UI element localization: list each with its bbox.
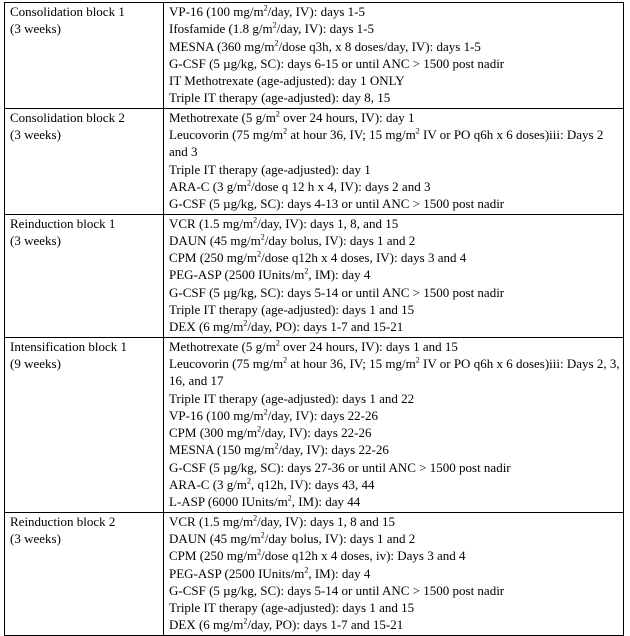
drug-line: G-CSF (5 µg/kg, SC): days 5-14 or until ANC > 1500 post nadir bbox=[169, 284, 505, 300]
block-name: Consolidation block 2 bbox=[10, 109, 125, 125]
drug-line: Triple IT therapy (age-adjusted): day 1 bbox=[169, 161, 371, 177]
drug-list-cell bbox=[164, 3, 624, 109]
block-name: Consolidation block 1 bbox=[10, 4, 125, 19]
drug-line: Triple IT therapy (age-adjusted): days 1 and 15 bbox=[169, 302, 415, 318]
block-row bbox=[5, 337, 624, 512]
drug-list-cell bbox=[164, 512, 624, 635]
regimen-table bbox=[4, 2, 624, 636]
block-duration: (9 weeks) bbox=[10, 355, 61, 371]
drug-line: Ifosfamide (1.8 $g/m^2$/day, IV): days 1-5 bbox=[169, 20, 374, 37]
drug-line: DAUN (45 $mg/m^2$/day bolus, IV): days 1 and 2 bbox=[169, 530, 416, 546]
regimen-table-body bbox=[5, 3, 624, 636]
drug-line: IT Methotrexate (age-adjusted): day 1 ONLY bbox=[169, 73, 405, 89]
drug-line: DAUN (45 $mg/m^2$/day bolus, IV): days 1 and 2 bbox=[169, 232, 416, 248]
block-name-cell bbox=[5, 3, 164, 109]
drug-line: VCR (1.5 $mg/m^2$/day, IV): days 1, 8, and 15 bbox=[169, 215, 399, 231]
drug-line: Leucovorin (75 $mg/m^2$ at hour 36, IV; 15 $mg/m^2$ IV or PO q6h x 6 doses)iii: Days 2, 3, 16, and 17 bbox=[169, 355, 620, 389]
drug-line: CPM (250 $mg/m^2$/dose q12h x 4 doses, IV): days 3 and 4 bbox=[169, 249, 467, 266]
drug-list-cell bbox=[164, 214, 624, 337]
drug-line: MESNA (360 $mg/m^2$/dose q3h, x 8 doses/day, IV): days 1-5 bbox=[169, 38, 481, 54]
block-duration: (3 weeks) bbox=[10, 530, 61, 546]
block-row bbox=[5, 512, 624, 635]
drug-line: G-CSF (5 µg/kg, SC): days 6-15 or until ANC > 1500 post nadir bbox=[169, 55, 505, 71]
drug-line: VP-16 (100 $mg/m^2$/day, IV): days 1-5 bbox=[169, 3, 365, 19]
drug-line: CPM (300 $mg/m^2$/day, IV): days 22-26 bbox=[169, 424, 372, 441]
block-duration: (3 weeks) bbox=[10, 127, 61, 143]
block-row bbox=[5, 3, 624, 109]
drug-line: ARA-C (3 $g/m^2$/dose q 12 h x 4, IV): days 2 and 3 bbox=[169, 178, 431, 194]
drug-line: Leucovorin (75 $mg/m^2$ at hour 36, IV; 15 $mg/m^2$ IV or PO q6h x 6 doses)iii: Days 2 and 3 bbox=[169, 126, 604, 160]
block-name-cell bbox=[5, 214, 164, 337]
drug-line: MESNA (150 $mg/m^2$/day, IV): days 22-26 bbox=[169, 442, 389, 458]
drug-line: Triple IT therapy (age-adjusted): days 1 and 22 bbox=[169, 390, 415, 406]
drug-line: Methotrexate (5 $g/m^2$ over 24 hours, IV): day 1 bbox=[169, 109, 415, 125]
drug-line: PEG-ASP (2500 IUnits/$m^2$, IM): day 4 bbox=[169, 267, 371, 283]
drug-list-cell bbox=[164, 337, 624, 512]
drug-line: CPM (250 $mg/m^2$/dose q12h x 4 doses, iv): Days 3 and 4 bbox=[169, 547, 466, 564]
drug-line: Triple IT therapy (age-adjusted): days 1 and 15 bbox=[169, 600, 415, 616]
drug-line: Methotrexate (5 $g/m^2$ over 24 hours, IV): days 1 and 15 bbox=[169, 338, 458, 354]
drug-line: PEG-ASP (2500 IUnits/$m^2$, IM): day 4 bbox=[169, 565, 371, 581]
drug-line: G-CSF (5 µg/kg, SC): days 4-13 or until ANC > 1500 post nadir bbox=[169, 196, 505, 212]
block-name-cell bbox=[5, 108, 164, 214]
block-duration: (3 weeks) bbox=[10, 232, 61, 248]
drug-line: ARA-C (3 $g/m^2$, q12h, IV): days 43, 44 bbox=[169, 476, 375, 493]
drug-line: DEX (6 $mg/m^2$/day, PO): days 1-7 and 15-21 bbox=[169, 319, 404, 335]
drug-line: G-CSF (5 µg/kg, SC): days 5-14 or until ANC > 1500 post nadir bbox=[169, 582, 505, 598]
block-name-cell bbox=[5, 337, 164, 512]
block-name: Intensification block 1 bbox=[10, 338, 127, 354]
drug-list-cell bbox=[164, 108, 624, 214]
drug-line: G-CSF (5 µg/kg, SC): days 27-36 or until ANC > 1500 post nadir bbox=[169, 459, 511, 475]
drug-line: VP-16 (100 $mg/m^2$/day, IV): days 22-26 bbox=[169, 407, 378, 423]
block-name-cell bbox=[5, 512, 164, 635]
block-duration: (3 weeks) bbox=[10, 21, 61, 37]
drug-line: VCR (1.5 $mg/m^2$/day, IV): days 1, 8 and 15 bbox=[169, 513, 395, 529]
drug-line: L-ASP (6000 IUnits/$m^2$, IM): day 44 bbox=[169, 493, 361, 510]
drug-line: DEX (6 $mg/m^2$/day, PO): days 1-7 and 15-21 bbox=[169, 617, 404, 633]
block-row bbox=[5, 214, 624, 337]
block-name: Reinduction block 1 bbox=[10, 215, 116, 231]
drug-line: Triple IT therapy (age-adjusted): day 8, 15 bbox=[169, 90, 391, 106]
block-name: Reinduction block 2 bbox=[10, 513, 116, 529]
block-row bbox=[5, 108, 624, 214]
